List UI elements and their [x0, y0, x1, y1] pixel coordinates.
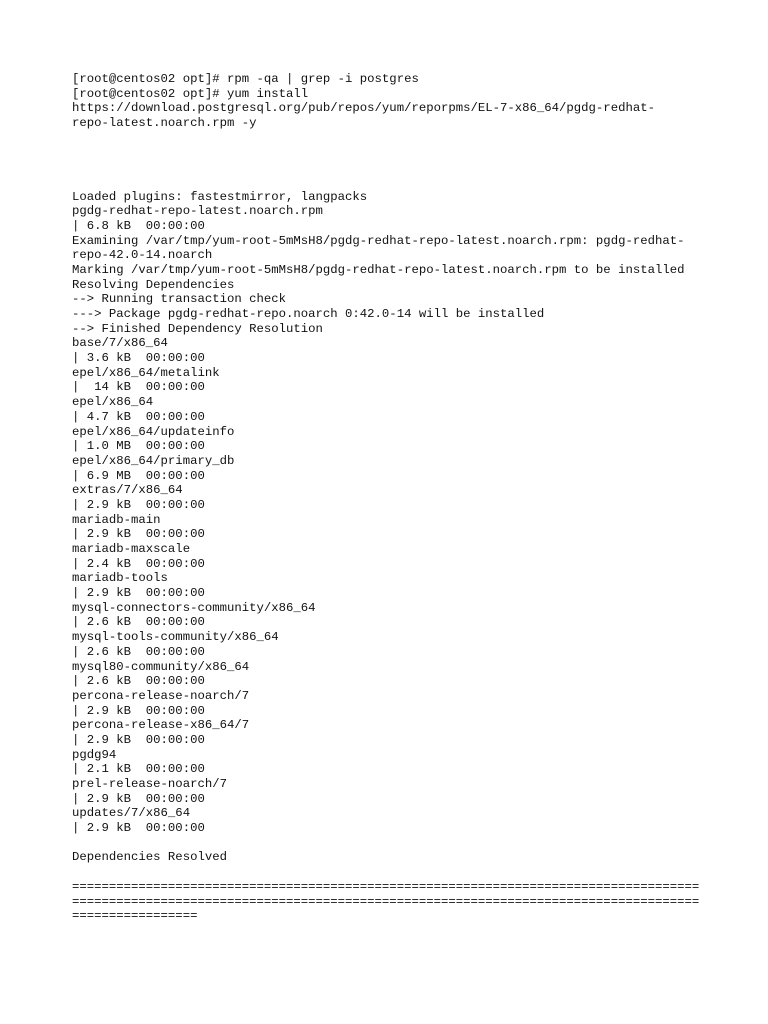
output-line: pgdg94 — [72, 747, 117, 762]
output-line: mariadb-maxscale — [72, 542, 191, 557]
output-line: repo-42.0-14.noarch — [72, 248, 213, 263]
output-line: Marking /var/tmp/yum-root-5mMsH8/pgdg-redhat-repo-latest.noarch.rpm to be installed — [72, 262, 685, 277]
output-line: | 2.6 kB 00:00:00 — [72, 674, 205, 689]
output-line: mysql80-community/x86_64 — [72, 659, 250, 674]
output-line: Dependencies Resolved — [72, 850, 227, 865]
output-line: | 2.6 kB 00:00:00 — [72, 615, 205, 630]
output-line: percona-release-x86_64/7 — [72, 718, 250, 733]
output-line: updates/7/x86_64 — [72, 806, 191, 821]
output-line: Examining /var/tmp/yum-root-5mMsH8/pgdg-redhat-repo-latest.noarch.rpm: pgdg-redhat- — [72, 233, 685, 248]
command-line: [root@centos02 opt]# yum install — [72, 86, 309, 101]
command-line: https://download.postgresql.org/pub/repos/yum/reporpms/EL-7-x86_64/pgdg-redhat- — [72, 101, 655, 116]
output-line: --> Running transaction check — [72, 292, 287, 307]
output-line: Loaded plugins: fastestmirror, langpacks — [72, 189, 368, 204]
output-line: | 3.6 kB 00:00:00 — [72, 351, 205, 366]
separator-line: ================= — [72, 909, 198, 924]
output-line: mysql-tools-community/x86_64 — [72, 630, 279, 645]
output-line: mariadb-main — [72, 512, 161, 527]
output-line: | 2.9 kB 00:00:00 — [72, 821, 205, 836]
output-line: | 2.6 kB 00:00:00 — [72, 644, 205, 659]
output-line: pgdg-redhat-repo-latest.noarch.rpm — [72, 204, 323, 219]
output-line: --> Finished Dependency Resolution — [72, 321, 323, 336]
output-line: mysql-connectors-community/x86_64 — [72, 600, 316, 615]
command-line: repo-latest.noarch.rpm -y — [72, 116, 257, 131]
spacer — [72, 865, 712, 880]
output-line: | 4.7 kB 00:00:00 — [72, 409, 205, 424]
output-line: | 2.1 kB 00:00:00 — [72, 762, 205, 777]
output-line: Resolving Dependencies — [72, 277, 235, 292]
spacer — [72, 836, 712, 851]
output-line: | 6.9 MB 00:00:00 — [72, 468, 205, 483]
spacer — [72, 131, 712, 190]
command-line: [root@centos02 opt]# rpm -qa | grep -i postgres — [72, 72, 419, 86]
output-line: | 2.9 kB 00:00:00 — [72, 527, 205, 542]
output-line: epel/x86_64/metalink — [72, 365, 220, 380]
separator-block — [72, 880, 712, 924]
output-line: epel/x86_64 — [72, 395, 154, 410]
output-line: epel/x86_64/primary_db — [72, 453, 235, 468]
output-line: | 2.9 kB 00:00:00 — [72, 703, 205, 718]
output-line: epel/x86_64/updateinfo — [72, 424, 235, 439]
output-line: | 2.4 kB 00:00:00 — [72, 556, 205, 571]
yum-output-block — [72, 190, 712, 836]
separator-line: ===================================================================================== — [72, 894, 700, 909]
output-line: | 2.9 kB 00:00:00 — [72, 732, 205, 747]
output-line: extras/7/x86_64 — [72, 483, 183, 498]
output-line: | 2.9 kB 00:00:00 — [72, 791, 205, 806]
output-line: prel-release-noarch/7 — [72, 777, 227, 792]
separator-line: ===================================================================================== — [72, 879, 700, 894]
output-line: base/7/x86_64 — [72, 336, 168, 351]
dependencies-resolved-block — [72, 850, 712, 865]
command-block — [72, 72, 712, 131]
output-line: | 6.8 kB 00:00:00 — [72, 218, 205, 233]
output-line: mariadb-tools — [72, 571, 168, 586]
output-line: | 2.9 kB 00:00:00 — [72, 586, 205, 601]
output-line: | 1.0 MB 00:00:00 — [72, 439, 205, 454]
terminal-output-document — [72, 72, 712, 924]
output-line: | 14 kB 00:00:00 — [72, 380, 205, 395]
output-line: ---> Package pgdg-redhat-repo.noarch 0:42.0-14 will be installed — [72, 307, 545, 322]
output-line: percona-release-noarch/7 — [72, 688, 250, 703]
output-line: | 2.9 kB 00:00:00 — [72, 497, 205, 512]
